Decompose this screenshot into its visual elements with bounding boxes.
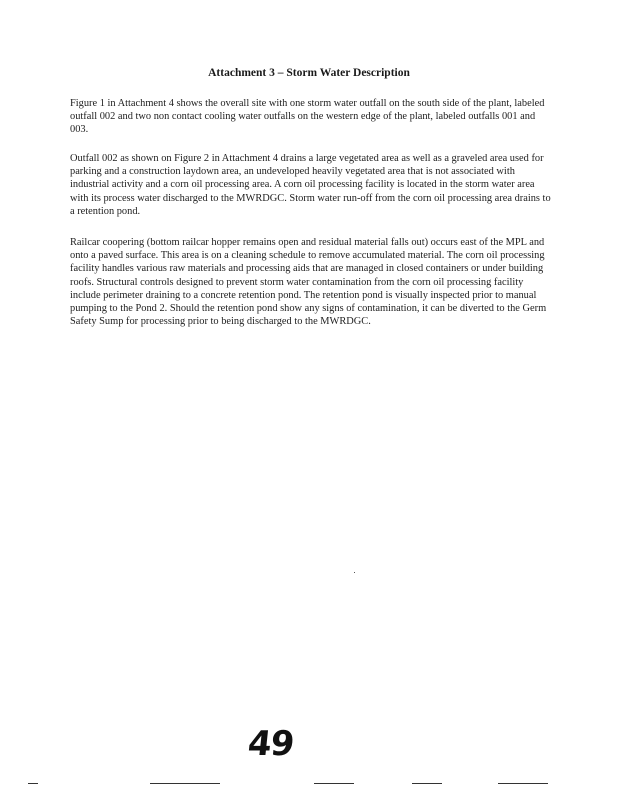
paragraph-outfall-overview: Figure 1 in Attachment 4 shows the overall site with one storm water outfall on the south side of the plant, labeled outfall 002 and two non contact cooling water outfalls on the western edge of the plant, labeled outfalls 001 and 003. <box>70 98 545 136</box>
scan-artifact-line <box>314 783 354 784</box>
scan-artifact-line <box>412 783 442 784</box>
paragraph-railcar-coopering: Railcar coopering (bottom railcar hopper remains open and residual material falls out) occurs east of the MPL and onto a paved surface. This area is on a cleaning schedule to remove accumulated material. The corn oil processing facility handles various raw materials and processing aids that are managed in closed containers or under building roofs. Structural controls designed to prevent storm water contamination from the corn oil processing facility include perimeter draining to a concrete retention pond. The retention pond is visually inspected prior to manual pumping to the Pond 2. Should the retention pond show any signs of contamination, it can be diverted to the Germ Safety Sump for processing prior to being discharged to the MWRDGC. <box>70 237 547 328</box>
scan-artifact-line <box>28 783 38 784</box>
document-title: Attachment 3 – Storm Water Description <box>208 67 410 79</box>
handwritten-page-number: 49 <box>245 724 296 764</box>
paragraph-outfall-002: Outfall 002 as shown on Figure 2 in Attachment 4 drains a large vegetated area as well as a graveled area used for parking and a construction laydown area, an undeveloped heavily vegetated area that is not associated with industrial activity and a corn oil processing area. A corn oil processing facility is located in the storm water area with its process water discharged to the MWRDGC. Storm water run-off from the corn oil processing area drains to a retention pond. <box>70 153 551 217</box>
scan-artifact-line <box>150 783 220 784</box>
scan-speck <box>354 572 355 573</box>
scan-artifact-line <box>498 783 548 784</box>
